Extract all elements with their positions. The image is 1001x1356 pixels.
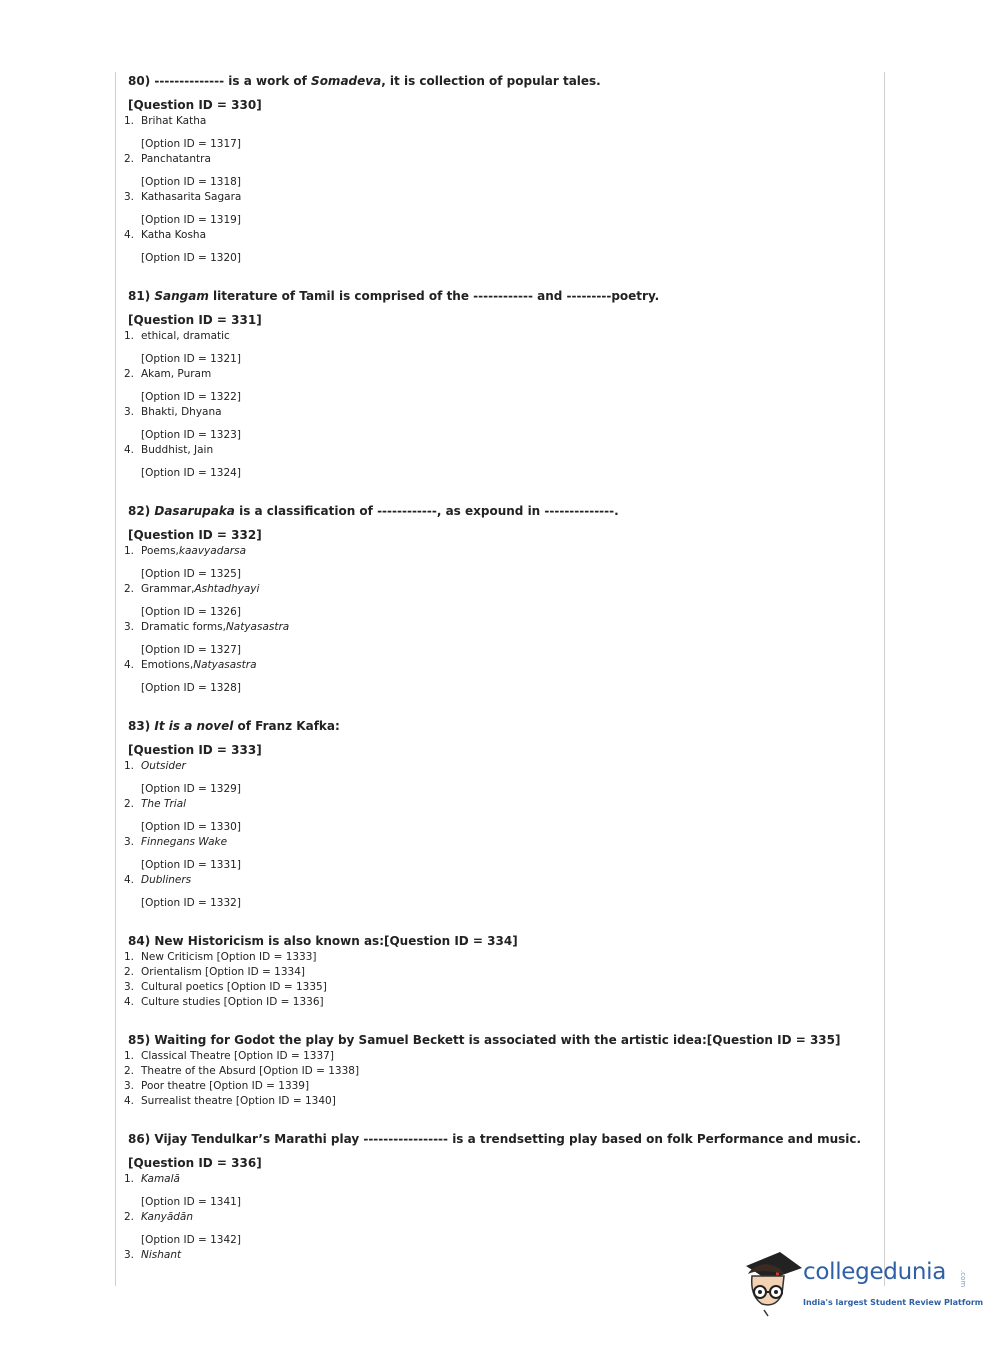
collegedunia-logo <box>740 1248 984 1318</box>
option: 2. Panchatantra [Option ID = 1318] <box>124 153 241 188</box>
question-text: 84) New Historicism is also known as:[Question ID = 334] <box>128 934 518 948</box>
option: 2. Theatre of the Absurd [Option ID = 1338] <box>124 1065 360 1077</box>
option: 4. Surrealist theatre [Option ID = 1340] <box>124 1095 336 1107</box>
mascot-icon <box>740 1248 804 1318</box>
question-text: 80) -------------- is a work of Somadeva, it is collection of popular tales. <box>128 74 601 88</box>
option: 1. ethical, dramatic [Option ID = 1321] <box>124 330 241 365</box>
option: 2. The Trial [Option ID = 1330] <box>124 798 241 833</box>
question-id: [Question ID = 336] <box>128 1156 262 1170</box>
option-list <box>124 950 874 1010</box>
option: 3. Bhakti, Dhyana [Option ID = 1323] <box>124 406 241 441</box>
option: 1. Brihat Katha [Option ID = 1317] <box>124 115 241 150</box>
option: 2. Orientalism [Option ID = 1334] <box>124 966 305 978</box>
page-border-right <box>884 72 885 1286</box>
question-text: 81) Sangam literature of Tamil is comprised of the ------------ and ---------poetry. <box>128 289 660 303</box>
logo-tagline: India's largest Student Review Platform <box>803 1298 984 1307</box>
option: 3. Kathasarita Sagara [Option ID = 1319] <box>124 191 242 226</box>
option: 4. Emotions, Natyasastra [Option ID = 1328] <box>124 659 257 694</box>
question-id: [Question ID = 330] <box>128 98 262 112</box>
question-paper <box>124 68 874 1263</box>
option-list <box>124 114 874 266</box>
question-85 <box>124 1031 874 1109</box>
option-list <box>124 544 874 696</box>
question-81 <box>124 287 874 481</box>
question-id: [Question ID = 332] <box>128 528 262 542</box>
question-86 <box>124 1130 874 1263</box>
option-list <box>124 329 874 481</box>
question-83 <box>124 717 874 911</box>
option: 4. Culture studies [Option ID = 1336] <box>124 996 324 1008</box>
option-list <box>124 759 874 911</box>
question-84 <box>124 932 874 1010</box>
question-text: 86) Vijay Tendulkar’s Marathi play ----------------- is a trendsetting play based on folk Performance and music. <box>128 1132 862 1146</box>
option: 1. New Criticism [Option ID = 1333] <box>124 951 317 963</box>
option: 2. Grammar, Ashtadhyayi [Option ID = 1326] <box>124 583 260 618</box>
question-text: 83) It is a novel of Franz Kafka: <box>128 719 340 733</box>
question-text: 85) Waiting for Godot the play by Samuel Beckett is associated with the artistic idea:[Question ID = 335] <box>128 1033 841 1047</box>
option: 3. Finnegans Wake [Option ID = 1331] <box>124 836 241 871</box>
question-text: 82) Dasarupaka is a classification of ------------, as expound in --------------. <box>128 504 619 518</box>
option: 3. Nishant <box>124 1249 182 1261</box>
option: 4. Buddhist, Jain [Option ID = 1324] <box>124 444 241 479</box>
option: 2. Kanyādān [Option ID = 1342] <box>124 1211 241 1246</box>
option: 4. Dubliners [Option ID = 1332] <box>124 874 241 909</box>
option: 3. Cultural poetics [Option ID = 1335] <box>124 981 327 993</box>
question-id: [Question ID = 331] <box>128 313 262 327</box>
option: 1. Poems, kaavyadarsa [Option ID = 1325] <box>124 545 247 580</box>
option: 4. Katha Kosha [Option ID = 1320] <box>124 229 241 264</box>
option: 3. Poor theatre [Option ID = 1339] <box>124 1080 310 1092</box>
question-80 <box>124 72 874 266</box>
option: 1. Outsider [Option ID = 1329] <box>124 760 241 795</box>
option-list <box>124 1049 874 1109</box>
option: 1. Classical Theatre [Option ID = 1337] <box>124 1050 334 1062</box>
option: 1. Kamalā [Option ID = 1341] <box>124 1173 241 1208</box>
question-id: [Question ID = 333] <box>128 743 262 757</box>
logo-wordmark: collegedunia <box>803 1259 947 1285</box>
page-border-left <box>115 72 116 1286</box>
question-82 <box>124 502 874 696</box>
logo-domain: .com <box>959 1270 967 1288</box>
option: 3. Dramatic forms, Natyasastra [Option ID = 1327] <box>124 621 290 656</box>
option: 2. Akam, Puram [Option ID = 1322] <box>124 368 241 403</box>
